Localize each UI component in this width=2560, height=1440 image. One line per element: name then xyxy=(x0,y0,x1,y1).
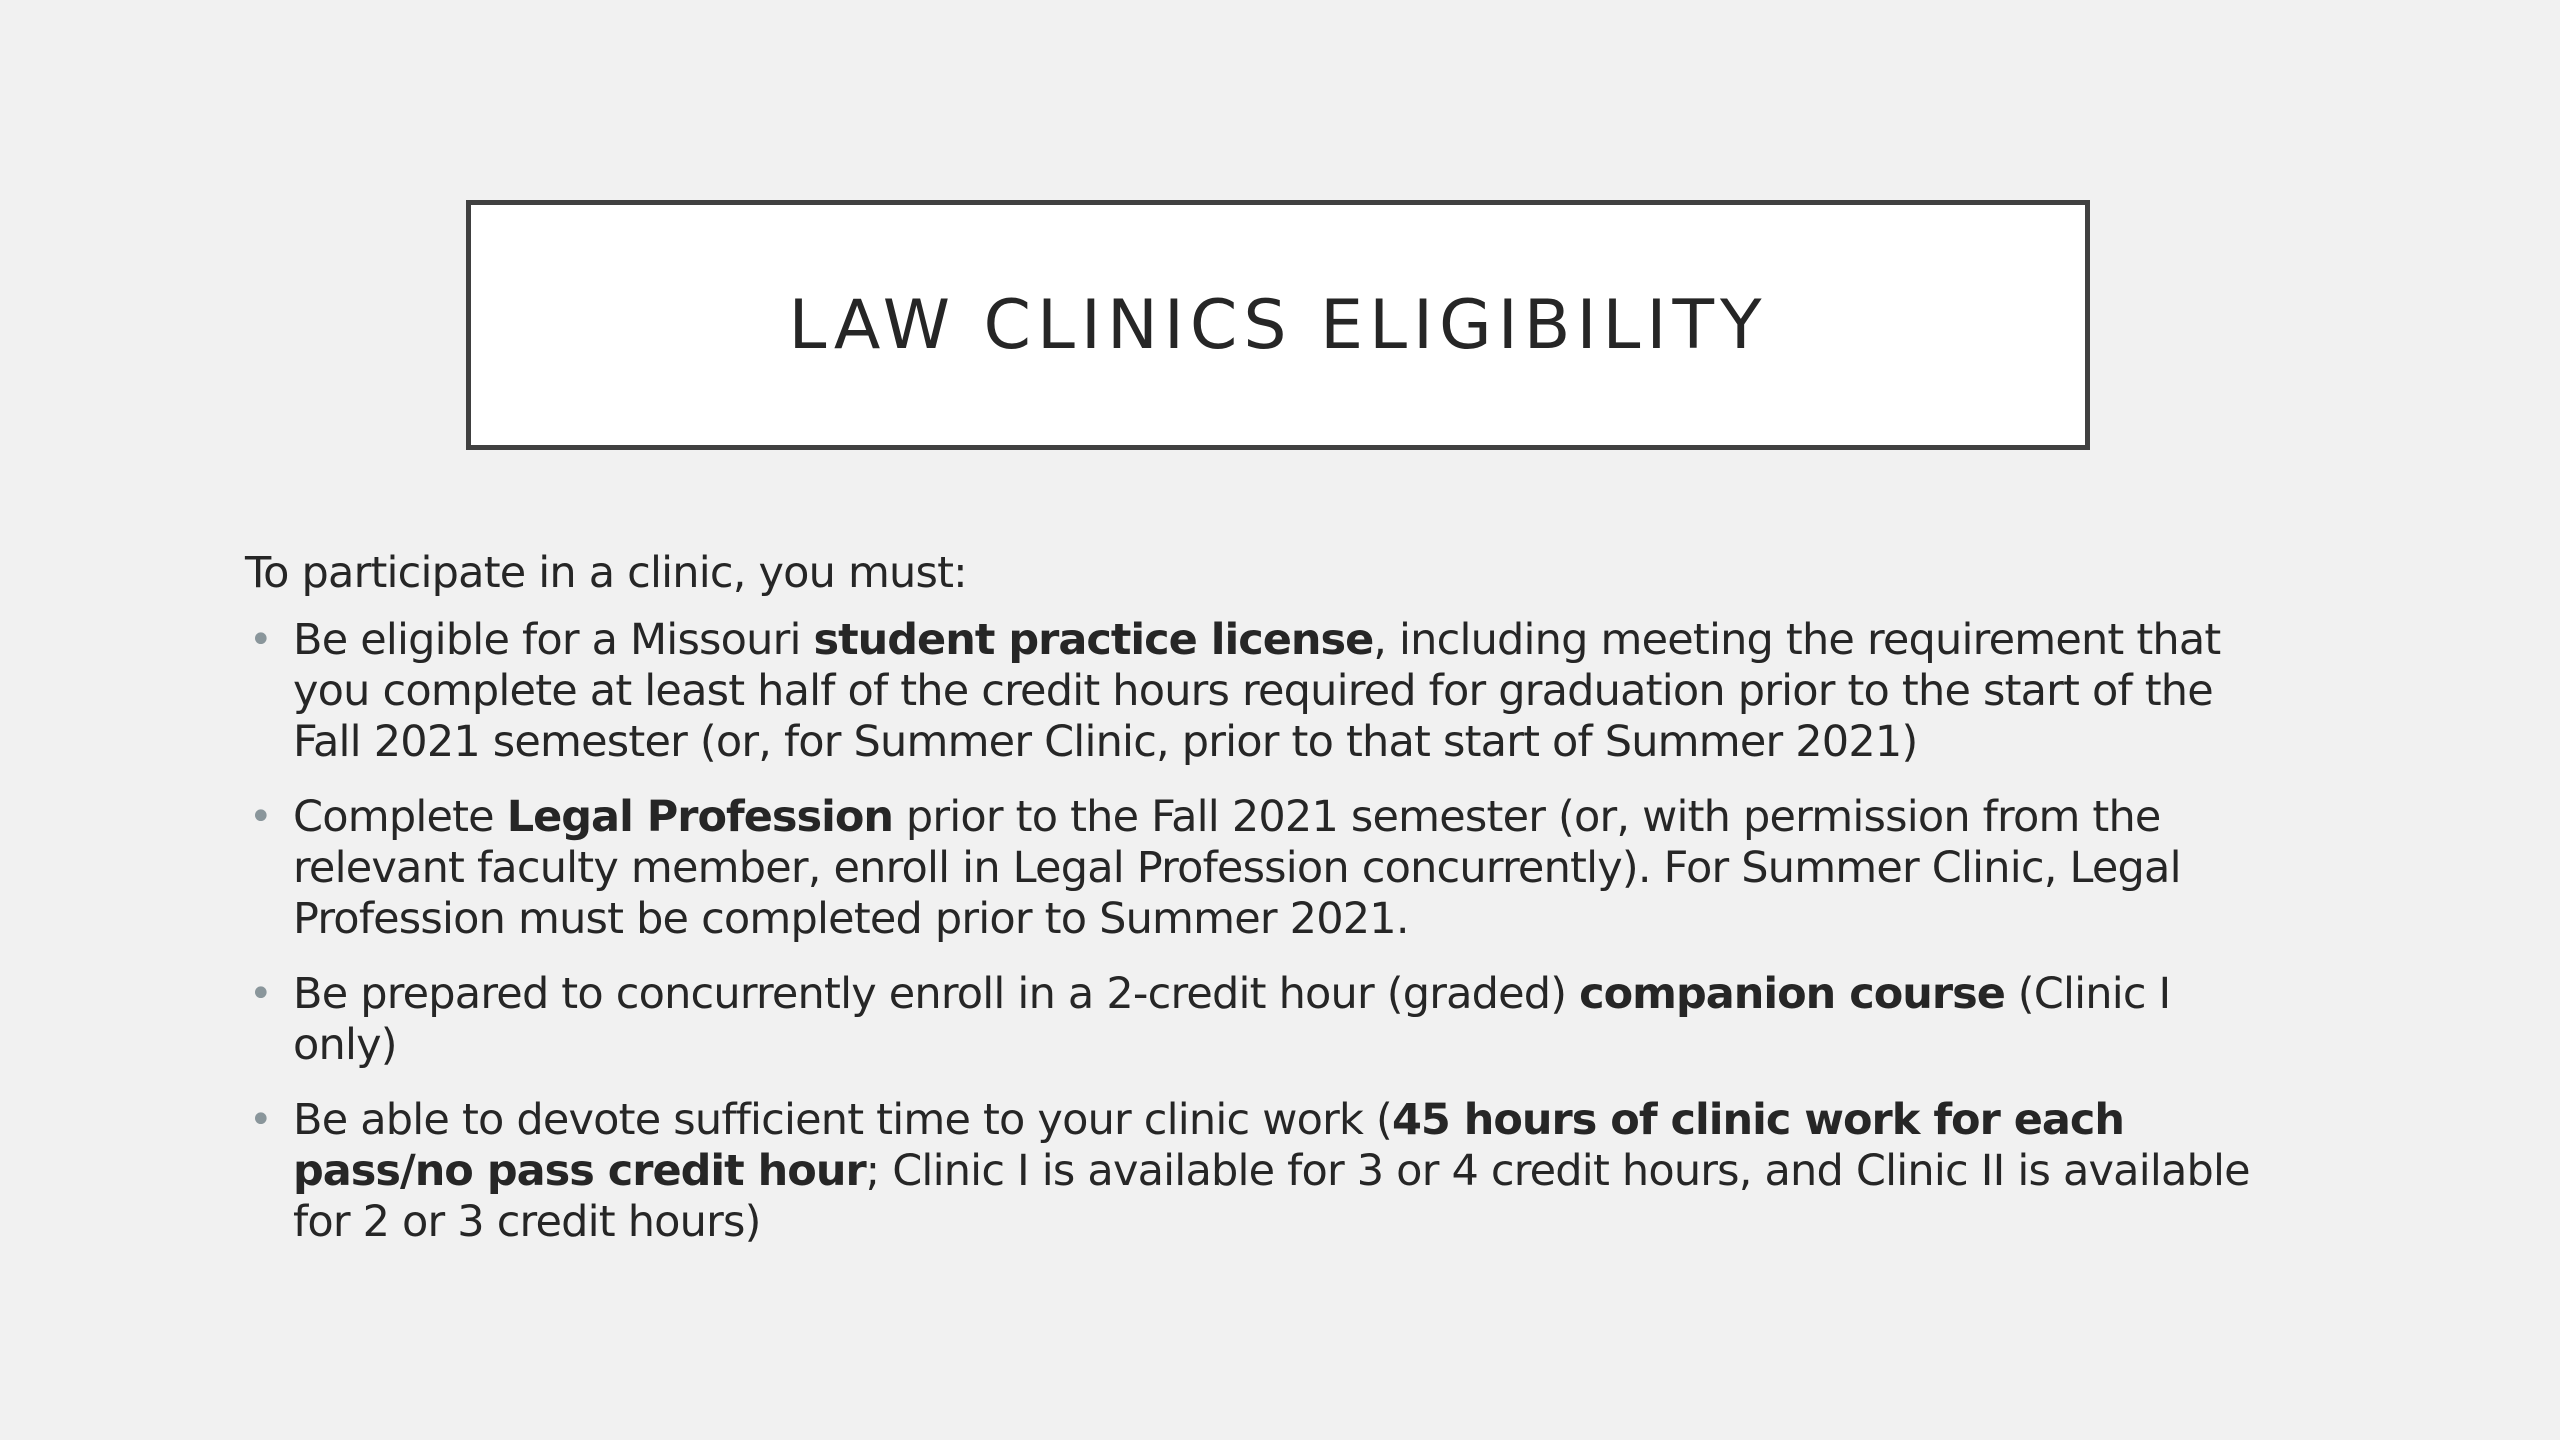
bullet-dot-icon: • xyxy=(249,794,272,840)
bullet-text: Fall 2021 semester (or, for Summer Clinic, prior to that start of Summer 2021) xyxy=(293,717,1918,767)
bullet-text: relevant faculty member, enroll in Legal Profession concurrently). For Summer Clinic, Legal xyxy=(293,843,2181,893)
bullet-text: Complete xyxy=(293,792,507,842)
bullet-line xyxy=(293,792,2345,843)
bullet-emphasis: pass/no pass credit hour xyxy=(293,1146,866,1196)
bullet-line xyxy=(293,894,2345,945)
bullet-list xyxy=(245,615,2345,1248)
bullet-line xyxy=(293,666,2345,717)
bullet-emphasis: Legal Profession xyxy=(506,792,893,842)
bullet-dot-icon: • xyxy=(249,1097,272,1143)
bullet-line xyxy=(293,1020,2345,1071)
bullet-text: Be able to devote sufficient time to your clinic work ( xyxy=(293,1095,1392,1145)
bullet-text: prior to the Fall 2021 semester (or, with permission from the xyxy=(893,792,2161,842)
slide-body xyxy=(245,545,2345,1272)
bullet-line xyxy=(293,969,2345,1020)
bullet-emphasis: student practice license xyxy=(813,615,1374,665)
bullet-line xyxy=(293,1197,2345,1248)
bullet-line xyxy=(293,1146,2345,1197)
bullet-text: , including meeting the requirement that xyxy=(1373,615,2221,665)
bullet-line xyxy=(293,1095,2345,1146)
bullet-text: (Clinic I xyxy=(2004,969,2171,1019)
intro-text: To participate in a clinic, you must: xyxy=(245,548,967,598)
bullet-text: only) xyxy=(293,1020,397,1070)
bullet-text: for 2 or 3 credit hours) xyxy=(293,1197,761,1247)
bullet-text: Be prepared to concurrently enroll in a 2-credit hour (graded) xyxy=(293,969,1580,1019)
bullet-item xyxy=(245,969,2345,1071)
title-box xyxy=(466,200,2090,450)
bullet-emphasis: companion course xyxy=(1579,969,2005,1019)
bullet-text: Be eligible for a Missouri xyxy=(293,615,814,665)
bullet-text: Profession must be completed prior to Summer 2021. xyxy=(293,894,1409,944)
bullet-line xyxy=(293,843,2345,894)
bullet-item xyxy=(245,1095,2345,1248)
bullet-line xyxy=(293,717,2345,768)
bullet-dot-icon: • xyxy=(249,971,272,1017)
slide-title: LAW CLINICS ELIGIBILITY xyxy=(788,285,1768,365)
bullet-item xyxy=(245,615,2345,768)
bullet-item xyxy=(245,792,2345,945)
bullet-line xyxy=(293,615,2345,666)
bullet-dot-icon: • xyxy=(249,617,272,663)
bullet-text: ; Clinic I is available for 3 or 4 credit hours, and Clinic II is available xyxy=(865,1146,2250,1196)
bullet-emphasis: 45 hours of clinic work for each xyxy=(1391,1095,2125,1145)
bullet-text: you complete at least half of the credit hours required for graduation prior to the start of the xyxy=(293,666,2213,716)
